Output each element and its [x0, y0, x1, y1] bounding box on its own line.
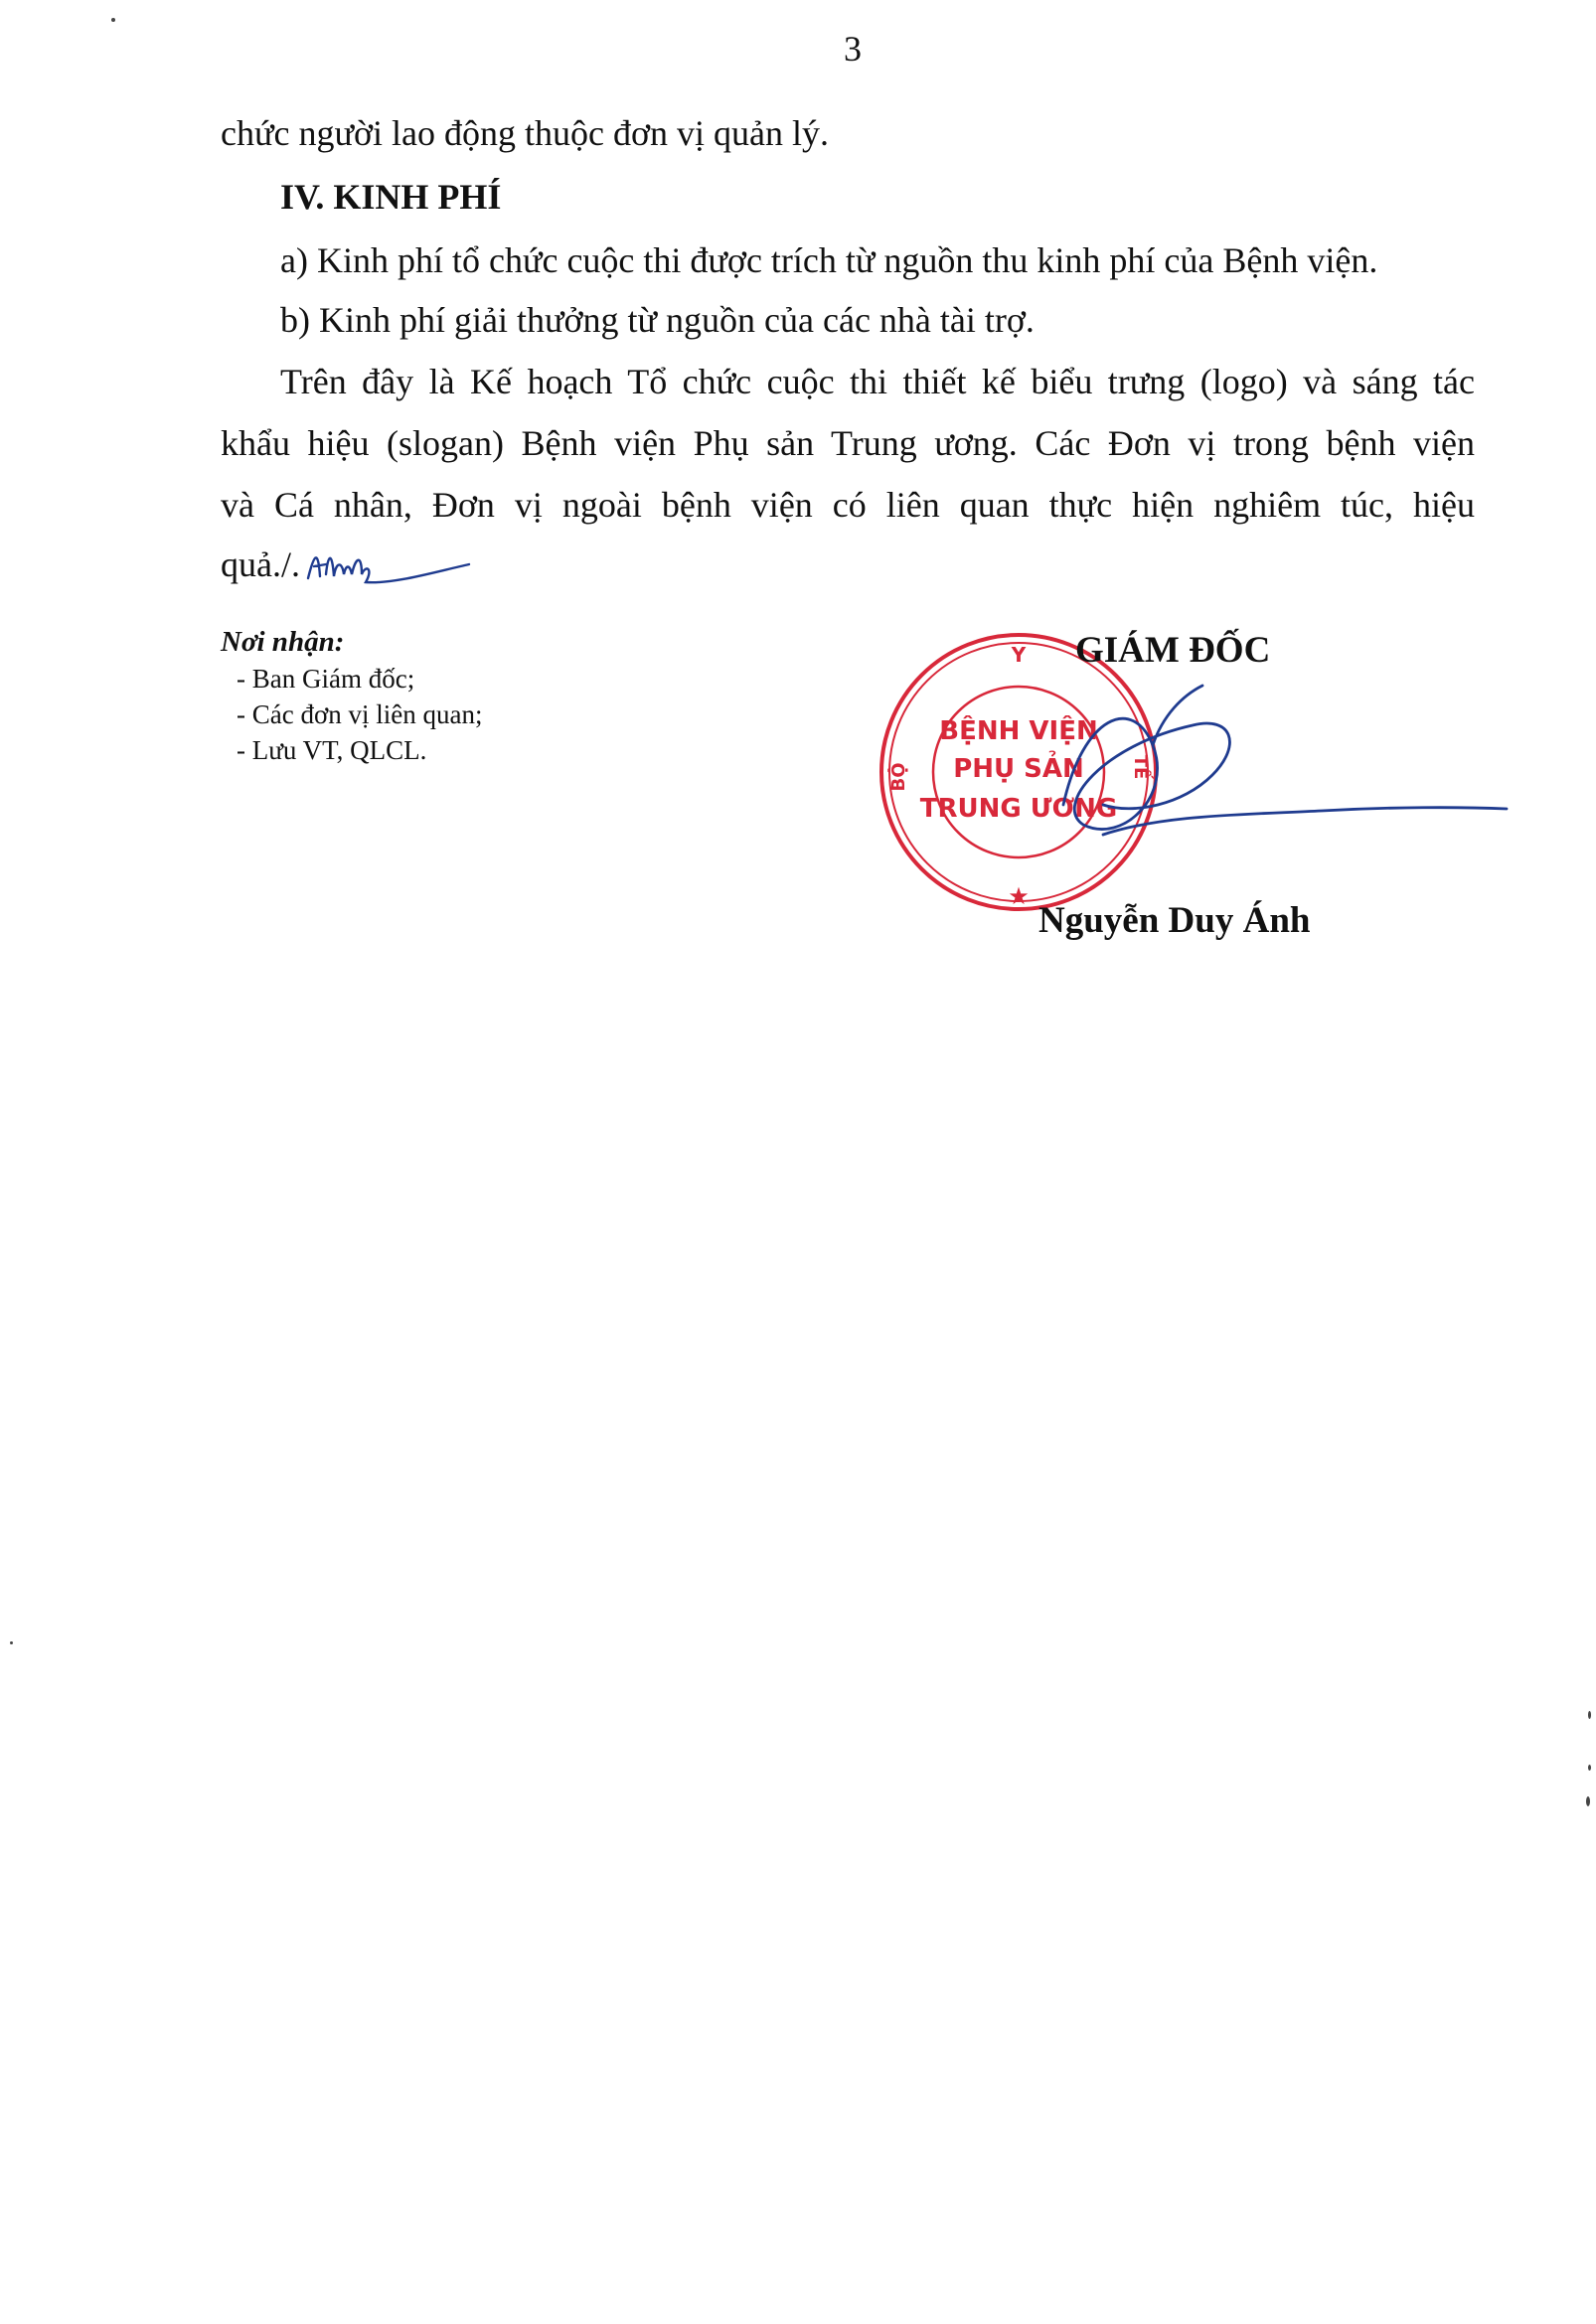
recipient-item: - Ban Giám đốc; — [237, 664, 415, 694]
recipients-title: Nơi nhận: — [221, 626, 345, 658]
body-line-continuation: chức người lao động thuộc đơn vị quản lý. — [221, 113, 829, 153]
recipients-list — [237, 661, 482, 768]
closing-line-4: quả./. — [221, 544, 300, 584]
initials-signature — [304, 535, 473, 594]
director-signature — [1043, 656, 1511, 884]
scan-speck — [1586, 1796, 1590, 1806]
signer-title: GIÁM ĐỐC — [1075, 630, 1271, 671]
recipient-item: - Lưu VT, QLCL. — [237, 735, 427, 765]
scan-speck — [111, 18, 115, 22]
scan-speck — [1588, 1765, 1591, 1771]
scan-speck — [1588, 1711, 1591, 1719]
scan-speck — [10, 1641, 13, 1644]
page-number: 3 — [844, 29, 862, 69]
closing-line-1: Trên đây là Kế hoạch Tổ chức cuộc thi thiết kế biểu trưng (logo) và sáng tác — [280, 362, 1475, 401]
recipient-item: - Các đơn vị liên quan; — [237, 699, 483, 729]
stamp-line-3: TRUNG ƯƠNG — [919, 794, 1118, 824]
stamp-line-1: BỆNH VIỆN — [939, 716, 1098, 746]
item-a: a) Kinh phí tổ chức cuộc thi được trích từ nguồn thu kinh phí của Bệnh viện. — [280, 240, 1378, 280]
stamp-star-icon: ★ — [1008, 882, 1030, 910]
item-b: b) Kinh phí giải thưởng từ nguồn của các nhà tài trợ. — [280, 300, 1035, 340]
stamp-right-text: TẾ — [1130, 754, 1151, 780]
stamp-line-2: PHỤ SẢN — [953, 754, 1084, 784]
stamp-top-letter: Y — [1011, 643, 1027, 667]
closing-line-2: khẩu hiệu (slogan) Bệnh viện Phụ sản Trung ương. Các Đơn vị trong bệnh viện — [221, 423, 1475, 463]
signer-name: Nguyễn Duy Ánh — [1038, 900, 1311, 941]
section-heading: IV. KINH PHÍ — [280, 177, 502, 217]
closing-line-3: và Cá nhân, Đơn vị ngoài bệnh viện có liên quan thực hiện nghiêm túc, hiệu — [221, 485, 1475, 525]
stamp-left-text: BỘ — [888, 762, 909, 792]
